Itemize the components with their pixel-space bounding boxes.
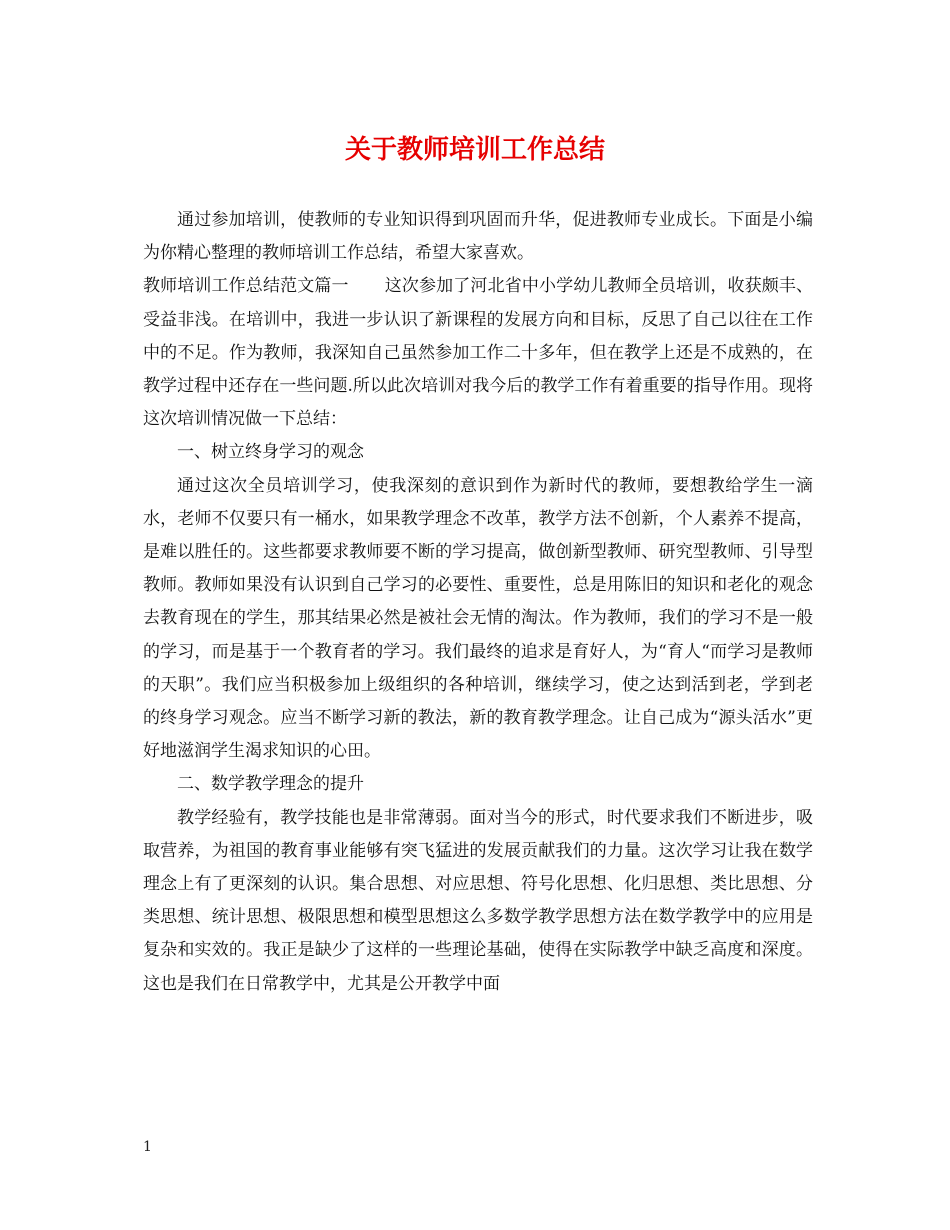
intro-paragraph: 通过参加培训，使教师的专业知识得到巩固而升华，促进教师专业成长。下面是小编为你精心整理的教师培训工作总结，希望大家喜欢。 xyxy=(143,210,813,264)
page-number: 1 xyxy=(143,1139,152,1155)
document-title: 关于教师培训工作总结 xyxy=(344,135,605,165)
lifelong-learning-paragraph: 通过这次全员培训学习，使我深刻的意识到作为新时代的教师，要想教给学生一滴水，老师不仅要只有一桶水，如果教学理念不改革，教学方法不创新，个人素养不提高，是难以胜任的。这些都要求教师要不断的学习提高，做创新型教师、研究型教师、引导型教师。教师如果没有认识到自己学习的必要性、重要性，总是用陈旧的知识和老化的观念去教育现在的学生，那其结果必然是被社会无情的淘汰。作为教师，我们的学习不是一般的学习，而是基于一个教育者的学习。我们最终的追求是育好人，为“育人“而学习是教师的天职”。我们应当积极参加上级组织的各种培训，继续学习，使之达到活到老，学到老的终身学习观念。应当不断学习新的教法，新的教育教学理念。让自己成为“源头活水”更好地滋润学生渴求知识的心田。 xyxy=(143,475,813,762)
math-teaching-paragraph: 教学经验有，教学技能也是非常薄弱。面对当今的形式，时代要求我们不断进步，吸取营养，为祖国的教育事业能够有突飞猛进的发展贡献我们的力量。这次学习让我在数学理念上有了更深刻的认识。集合思想、对应思想、符号化思想、化归思想、类比思想、分类思想、统计思想、极限思想和模型思想这么多数学教学思想方法在数学教学中的应用是复杂和实效的。我正是缺少了这样的一些理论基础，使得在实际教学中缺乏高度和深度。这也是我们在日常教学中，尤其是公开教学中面 xyxy=(143,807,813,994)
summary-label: 教师培训工作总结范文篇一 xyxy=(143,276,349,297)
summary-paragraph xyxy=(143,270,813,436)
document-body xyxy=(143,204,813,1001)
section-heading-1: 一、树立终身学习的观念 xyxy=(177,442,364,463)
section-heading-2: 二、数学教学理念的提升 xyxy=(177,774,364,795)
summary-text: 这次参加了河北省中小学幼儿教师全员培训，收获颇丰、受益非浅。在培训中，我进一步认识了新课程的发展方向和目标，反思了自己以往在工作中的不足。作为教师，我深知自己虽然参加工作二十多年，但在教学上还是不成熟的，在教学过程中还存在一些问题.所以此次培训对我今后的教学工作有着重要的指导作用。现将这次培训情况做一下总结： xyxy=(143,276,814,430)
